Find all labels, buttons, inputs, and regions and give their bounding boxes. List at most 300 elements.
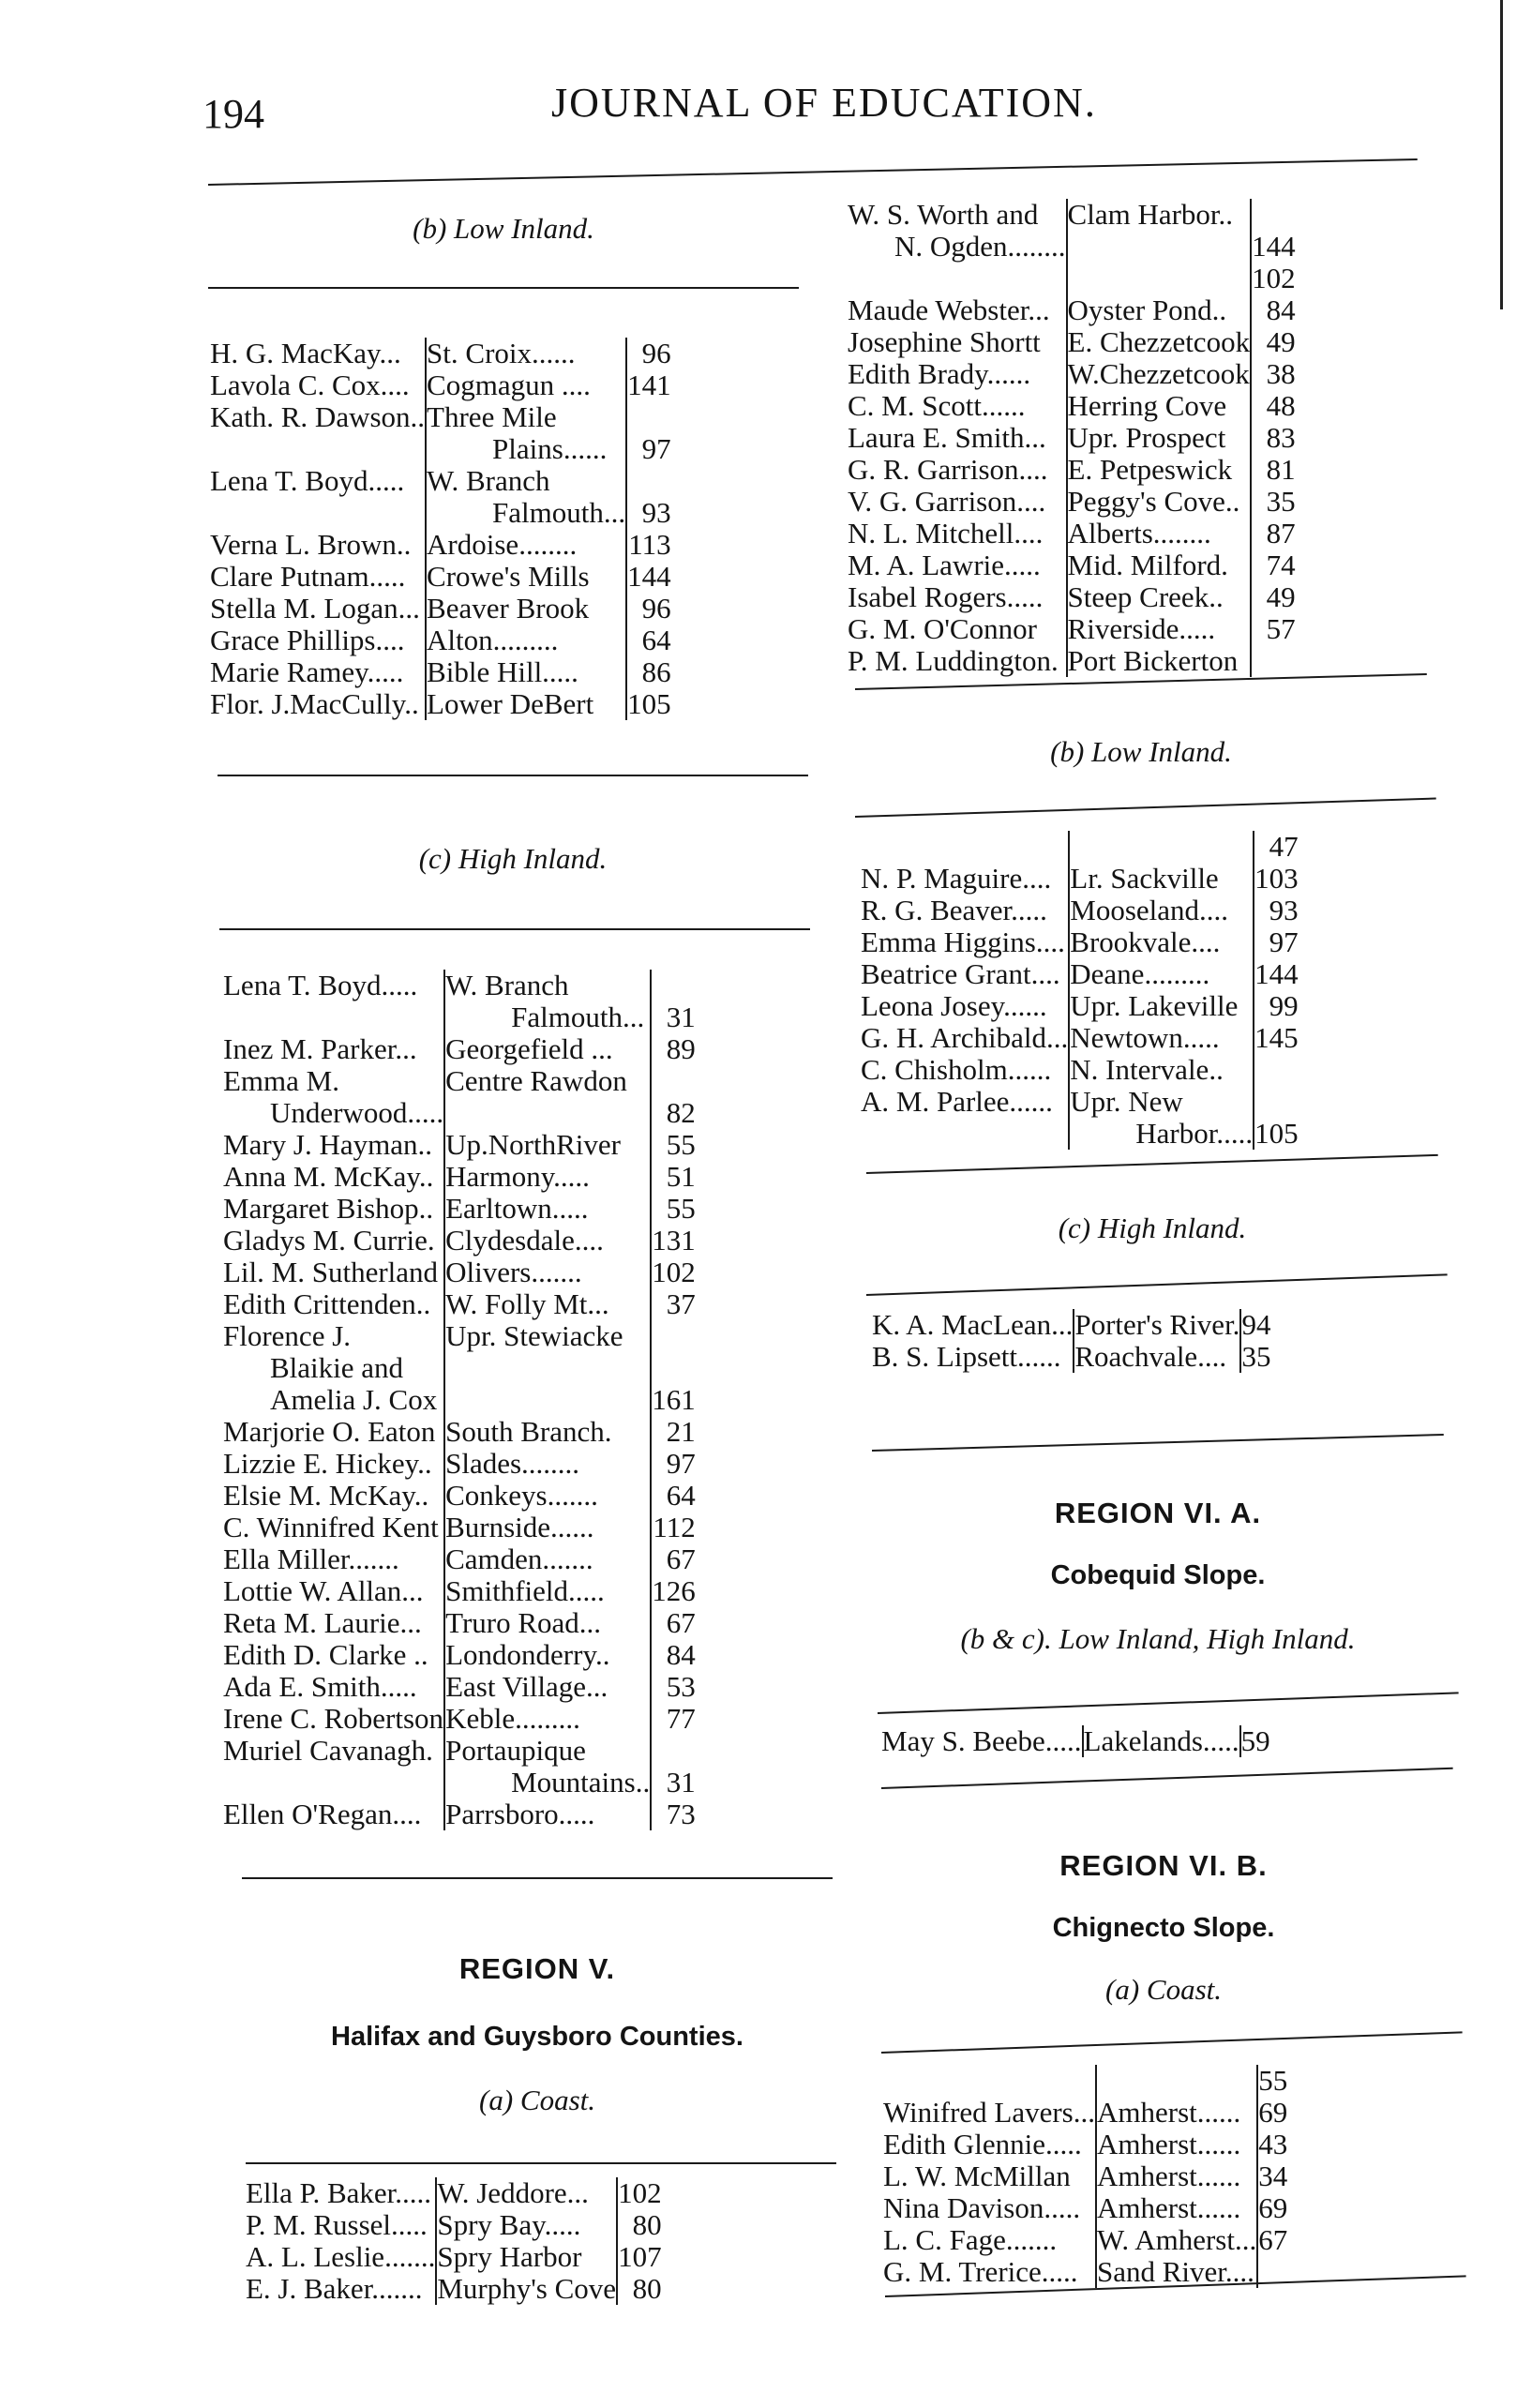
teacher-name-line: Nina Davison..... (883, 2191, 1081, 2224)
school-place-line: E. Petpeswick (1067, 453, 1233, 486)
list-row (210, 369, 671, 401)
days-number: 51 (651, 1161, 696, 1193)
days-number: 112 (651, 1512, 696, 1543)
school-place-line: W. Jeddore... (437, 2176, 589, 2209)
school-place-line: Cogmagun .... (427, 369, 591, 401)
teacher-name-line: K. A. MacLean... (872, 1308, 1074, 1341)
teacher-name-line: Isabel Rogers..... (848, 580, 1044, 613)
school-place (426, 561, 626, 593)
teacher-name-line: N. L. Mitchell.... (848, 517, 1044, 549)
school-place (444, 1065, 651, 1129)
school-place (1069, 1086, 1254, 1150)
school-place (426, 593, 626, 625)
school-place-line: Harmony..... (445, 1160, 590, 1193)
school-place-line: W. Branch (445, 969, 569, 1001)
teacher-name (223, 1193, 444, 1225)
school-place (1069, 831, 1254, 863)
region-v-heading: (a) Coast. (479, 2084, 595, 2116)
school-place (1067, 326, 1252, 358)
list-row (223, 1225, 696, 1257)
days-number: 93 (1254, 895, 1299, 926)
teacher-name-line: Emma Higgins.... (861, 926, 1065, 958)
school-place-line: Peggy's Cove.. (1067, 485, 1240, 518)
teacher-name-line: L. C. Fage....... (883, 2223, 1058, 2256)
days-number: 144 (1251, 199, 1296, 263)
school-place-line: Ardoise........ (427, 528, 578, 561)
teacher-name-line: Leona Josey...... (861, 989, 1047, 1022)
rule (855, 798, 1436, 818)
list-row (223, 1512, 696, 1543)
teacher-name (223, 1033, 444, 1065)
days-number: 105 (1254, 1086, 1299, 1150)
teacher-name-line: G. H. Archibald... (861, 1021, 1069, 1054)
teacher-name (223, 1798, 444, 1830)
teacher-name (223, 1065, 444, 1129)
days-number: 103 (1254, 862, 1299, 895)
school-place-line: Alton......... (427, 624, 559, 656)
school-place (444, 1257, 651, 1288)
teacher-name (848, 390, 1067, 422)
school-place-line: Keble......... (445, 1702, 580, 1735)
list-row (861, 1086, 1299, 1150)
days-number: 31 (651, 1735, 696, 1798)
rule (246, 2162, 836, 2164)
list-row (246, 2241, 662, 2273)
school-place-line: Lr. Sackville (1070, 862, 1219, 895)
school-place (1069, 958, 1254, 990)
teacher-name-line: Lavola C. Cox.... (210, 369, 410, 401)
teacher-name-line: Ellen O'Regan.... (223, 1798, 422, 1830)
teacher-name-line: Edith Crittenden.. (223, 1287, 431, 1320)
days-number: 73 (651, 1798, 696, 1830)
teacher-name (223, 1416, 444, 1448)
teacher-name-line: M. A. Lawrie..... (848, 549, 1041, 581)
teacher-name-line: Lil. M. Sutherland (223, 1256, 439, 1288)
region-v-coast-continued-table (848, 199, 1296, 677)
school-place-line: Clam Harbor.. (1067, 198, 1234, 231)
teacher-name-line: Winifred Lavers... (883, 2096, 1095, 2129)
teacher-name-line: Clare Putnam..... (210, 560, 406, 593)
days-number: 59 (1240, 1724, 1270, 1757)
days-number: 34 (1258, 2160, 1288, 2192)
teacher-name-line: Reta M. Laurie... (223, 1606, 422, 1639)
school-place (426, 369, 626, 401)
school-place-line: Centre Rawdon (445, 1064, 627, 1097)
school-place (1074, 1309, 1240, 1341)
list-row (861, 895, 1299, 926)
school-place-line: Georgefield ... (445, 1032, 613, 1065)
region-v-title: REGION V. (458, 1952, 616, 1985)
school-place (1096, 2224, 1257, 2256)
teacher-name (210, 688, 426, 720)
days-number: 43 (1258, 2128, 1288, 2160)
teacher-name (246, 2209, 436, 2241)
school-place-line: Upr. Prospect (1067, 421, 1226, 454)
list-row (872, 1341, 1270, 1373)
school-place-line: W.Chezzetcook (1067, 357, 1250, 390)
list-row (848, 390, 1296, 422)
journal-title: JOURNAL OF EDUCATION. (551, 80, 1097, 126)
rule (208, 287, 799, 289)
school-place (444, 1193, 651, 1225)
teacher-name-line: Inez M. Parker... (223, 1032, 417, 1065)
days-number: 55 (651, 1193, 696, 1225)
teacher-name (848, 422, 1067, 454)
teacher-name (223, 1575, 444, 1607)
teacher-name (848, 613, 1067, 645)
school-place (444, 1129, 651, 1161)
rule (866, 1154, 1438, 1174)
teacher-name-line: Emma M. (223, 1064, 339, 1097)
school-place-line: Mid. Milford. (1067, 549, 1228, 581)
school-place-line: Parrsboro..... (445, 1798, 595, 1830)
school-place-line: Amherst...... (1097, 2160, 1241, 2192)
list-row (223, 970, 696, 1033)
school-place (1096, 2192, 1257, 2224)
school-place (1069, 990, 1254, 1022)
school-place (1067, 358, 1252, 390)
school-place (1067, 422, 1252, 454)
list-row (223, 1065, 696, 1129)
left-b-heading: (b) Low Inland. (413, 212, 594, 245)
list-row (210, 625, 671, 656)
region-vi-a-table (881, 1725, 1270, 1757)
teacher-name (223, 1735, 444, 1798)
teacher-name-line: L. W. McMillan (883, 2160, 1071, 2192)
teacher-name-line: A. M. Parlee...... (861, 1085, 1053, 1118)
days-number: 64 (626, 625, 671, 656)
list-row (223, 1033, 696, 1065)
teacher-name-line: Kath. R. Dawson.. (210, 400, 426, 433)
teacher-name (246, 2241, 436, 2273)
days-number: 161 (651, 1320, 696, 1416)
school-place-line: Falmouth... (511, 1001, 645, 1033)
list-row (210, 338, 671, 369)
teacher-name (883, 2065, 1096, 2097)
teacher-name (848, 199, 1067, 263)
right-b-heading: (b) Low Inland. (1050, 735, 1232, 768)
school-place (1069, 863, 1254, 895)
list-row (848, 263, 1296, 294)
rule (881, 1768, 1453, 1789)
school-place-line: Bible Hill..... (427, 655, 578, 688)
list-row (848, 294, 1296, 326)
list-row (223, 1288, 696, 1320)
school-place (1096, 2065, 1257, 2097)
teacher-name (223, 1225, 444, 1257)
list-row (223, 1129, 696, 1161)
school-place (426, 465, 626, 529)
school-place (1067, 486, 1252, 518)
school-place-line: Upr. Lakeville (1070, 989, 1239, 1022)
teacher-name-line: Underwood..... (270, 1096, 444, 1129)
school-place (444, 1225, 651, 1257)
teacher-name (848, 518, 1067, 549)
list-row (223, 1448, 696, 1480)
teacher-name-line: Stella M. Logan... (210, 592, 420, 625)
teacher-name (848, 326, 1067, 358)
teacher-name (223, 1671, 444, 1703)
region-v-coast-table (246, 2177, 662, 2305)
teacher-name (246, 2273, 436, 2305)
school-place-line: Murphy's Cove (437, 2272, 617, 2305)
header-rule (208, 158, 1418, 186)
school-place-line: Amherst...... (1097, 2191, 1241, 2224)
region-v-subtitle: Halifax and Guysboro Counties. (331, 2022, 743, 2052)
days-number: 53 (651, 1671, 696, 1703)
days-number: 131 (652, 1224, 696, 1257)
teacher-name (848, 263, 1067, 294)
list-row (210, 593, 671, 625)
school-place-line: Amherst...... (1097, 2128, 1241, 2160)
list-row (861, 990, 1299, 1022)
list-row (848, 454, 1296, 486)
list-row (861, 1054, 1299, 1086)
school-place (1074, 1341, 1240, 1373)
school-place-line: Up.NorthRiver (445, 1128, 621, 1161)
teacher-name (210, 593, 426, 625)
teacher-name-line: Lottie W. Allan... (223, 1574, 424, 1607)
school-place (444, 1512, 651, 1543)
days-number (1254, 1054, 1299, 1086)
teacher-name-line: V. G. Garrison.... (848, 485, 1046, 518)
school-place (426, 529, 626, 561)
teacher-name-line: N. Ogden........ (894, 230, 1066, 263)
school-place-line: W. Folly Mt... (445, 1287, 609, 1320)
teacher-name-line: Verna L. Brown.. (210, 528, 412, 561)
school-place-line: Roachvale.... (1074, 1340, 1227, 1373)
teacher-name-line: C. M. Scott...... (848, 389, 1026, 422)
teacher-name-line: B. S. Lipsett...... (872, 1340, 1061, 1373)
school-place (444, 1639, 651, 1671)
school-place (1067, 263, 1252, 294)
list-row (223, 1607, 696, 1639)
rule (218, 775, 808, 776)
teacher-name-line: P. M. Luddington. (848, 644, 1059, 677)
school-place-line: Oyster Pond.. (1067, 293, 1227, 326)
teacher-name-line: Blaikie and (270, 1351, 404, 1384)
teacher-name-line: N. P. Maguire.... (861, 862, 1052, 895)
school-place (444, 1320, 651, 1416)
school-place-line: Alberts........ (1067, 517, 1211, 549)
days-number: 49 (1251, 581, 1296, 613)
list-row (246, 2273, 662, 2305)
school-place-line: Port Bickerton (1067, 644, 1239, 677)
list-row (883, 2097, 1287, 2129)
days-number: 21 (651, 1416, 696, 1448)
list-row (848, 422, 1296, 454)
teacher-name-line: E. J. Baker....... (246, 2272, 423, 2305)
teacher-name (223, 1161, 444, 1193)
days-number: 126 (652, 1574, 696, 1607)
days-number: 87 (1251, 518, 1296, 549)
teacher-name (883, 2224, 1096, 2256)
days-number: 144 (1254, 957, 1299, 990)
teacher-name (848, 486, 1067, 518)
school-place-line: Beaver Brook (427, 592, 590, 625)
teacher-name (883, 2192, 1096, 2224)
teacher-name-line: H. G. MacKay... (210, 337, 401, 369)
school-place-line: Upr. Stewiacke (445, 1319, 623, 1352)
list-row (861, 958, 1299, 990)
list-row (848, 581, 1296, 613)
teacher-name-line: Marie Ramey..... (210, 655, 404, 688)
teacher-name-line: Lena T. Boyd..... (223, 969, 418, 1001)
school-place (1069, 1022, 1254, 1054)
list-row (223, 1798, 696, 1830)
school-place-line: Herring Cove (1067, 389, 1227, 422)
days-number: 67 (651, 1543, 696, 1575)
teacher-name-line: Josephine Shortt (848, 325, 1041, 358)
teacher-name-line: A. L. Leslie....... (246, 2240, 436, 2273)
days-number: 89 (651, 1033, 696, 1065)
teacher-name-line: Gladys M. Currie. (223, 1224, 435, 1257)
days-number: 107 (618, 2240, 662, 2273)
teacher-name-line: Elsie M. McKay.. (223, 1479, 429, 1512)
region-vi-b-title: REGION VI. B. (1059, 1849, 1268, 1882)
school-place (1067, 454, 1252, 486)
teacher-name (848, 454, 1067, 486)
school-place (436, 2209, 617, 2241)
days-number: 105 (627, 687, 671, 720)
school-place (1069, 926, 1254, 958)
school-place (1067, 613, 1252, 645)
teacher-name-line: Edith Glennie..... (883, 2128, 1082, 2160)
school-place (426, 338, 626, 369)
school-place-line: Camden....... (445, 1543, 593, 1575)
list-row (883, 2192, 1287, 2224)
teacher-name-line: Lena T. Boyd..... (210, 464, 405, 497)
rule (866, 1273, 1448, 1296)
days-number (1251, 645, 1296, 677)
rule (242, 1877, 833, 1879)
teacher-name-line: Edith D. Clarke .. (223, 1638, 428, 1671)
list-row (223, 1671, 696, 1703)
days-number: 55 (651, 1129, 696, 1161)
rule (872, 1434, 1444, 1452)
list-row (223, 1703, 696, 1735)
school-place (1096, 2097, 1257, 2129)
teacher-name (861, 1086, 1069, 1150)
teacher-name (861, 1054, 1069, 1086)
teacher-name (210, 465, 426, 529)
school-place-line: East Village... (445, 1670, 608, 1703)
days-number: 67 (651, 1607, 696, 1639)
school-place-line: Crowe's Mills (427, 560, 590, 593)
right-b-low-inland-table (861, 831, 1299, 1150)
school-place (444, 1703, 651, 1735)
list-row (848, 486, 1296, 518)
school-place-line: St. Croix...... (427, 337, 576, 369)
teacher-name-line: Margaret Bishop.. (223, 1192, 434, 1225)
teacher-name-line: Flor. J.MacCully.. (210, 687, 419, 720)
school-place-line: Slades........ (445, 1447, 580, 1480)
teacher-name-line: Ella P. Baker..... (246, 2176, 432, 2209)
teacher-name-line: Ella Miller....... (223, 1543, 399, 1575)
list-row (883, 2129, 1287, 2160)
days-number: 69 (1258, 2096, 1288, 2129)
days-number: 67 (1258, 2223, 1288, 2256)
teacher-name-line: Muriel Cavanagh. (223, 1734, 433, 1767)
school-place-line: Londonderry.. (445, 1638, 610, 1671)
list-row (861, 831, 1299, 863)
list-row (210, 561, 671, 593)
teacher-name-line: Anna M. McKay.. (223, 1160, 434, 1193)
list-row (223, 1193, 696, 1225)
list-row (223, 1257, 696, 1288)
school-place (444, 1161, 651, 1193)
days-number: 77 (651, 1703, 696, 1735)
days-number: 74 (1251, 549, 1296, 581)
list-row (210, 656, 671, 688)
list-row (246, 2177, 662, 2209)
list-row (861, 1022, 1299, 1054)
days-number: 102 (652, 1256, 696, 1288)
school-place-line: Truro Road... (445, 1606, 602, 1639)
list-row (246, 2209, 662, 2241)
school-place (444, 1416, 651, 1448)
school-place (444, 1448, 651, 1480)
school-place (1067, 294, 1252, 326)
school-place-line: Porter's River. (1074, 1308, 1240, 1341)
school-place-line: Burnside...... (445, 1511, 594, 1543)
days-number: 82 (651, 1065, 696, 1129)
school-place-line: Steep Creek.. (1067, 580, 1224, 613)
days-number: 97 (1254, 926, 1299, 958)
days-number: 48 (1251, 390, 1296, 422)
days-number: 144 (627, 560, 671, 593)
school-place (436, 2273, 617, 2305)
teacher-name-line: P. M. Russel..... (246, 2208, 428, 2241)
school-place (444, 1288, 651, 1320)
teacher-name-line: R. G. Beaver..... (861, 894, 1047, 926)
list-row (210, 465, 671, 529)
days-number: 96 (626, 593, 671, 625)
school-place-line: Spry Harbor (437, 2240, 582, 2273)
teacher-name (223, 1448, 444, 1480)
days-number: 69 (1258, 2191, 1288, 2224)
list-row (872, 1309, 1270, 1341)
school-place (444, 1543, 651, 1575)
teacher-name-line: Maude Webster... (848, 293, 1050, 326)
teacher-name (848, 358, 1067, 390)
teacher-name (210, 561, 426, 593)
list-row (223, 1639, 696, 1671)
list-row (848, 613, 1296, 645)
list-row (210, 688, 671, 720)
school-place (426, 401, 626, 465)
school-place-line: Lakelands..... (1083, 1724, 1239, 1757)
teacher-name (861, 1022, 1069, 1054)
list-row (223, 1161, 696, 1193)
teacher-name (210, 529, 426, 561)
days-number: 86 (626, 656, 671, 688)
teacher-name-line: Irene C. Robertson (223, 1702, 444, 1735)
school-place-line: Clydesdale.... (445, 1224, 604, 1257)
school-place-line: Mooseland.... (1070, 894, 1229, 926)
teacher-name-line: C. Winnifred Kent (223, 1511, 439, 1543)
teacher-name (861, 926, 1069, 958)
teacher-name (223, 1512, 444, 1543)
teacher-name (223, 1639, 444, 1671)
left-b-low-inland-table (210, 338, 671, 720)
teacher-name (223, 1703, 444, 1735)
list-row (848, 549, 1296, 581)
school-place-line: Falmouth... (492, 496, 626, 529)
teacher-name-line: Laura E. Smith... (848, 421, 1046, 454)
school-place (1067, 549, 1252, 581)
page-edge-mark (1500, 0, 1503, 309)
